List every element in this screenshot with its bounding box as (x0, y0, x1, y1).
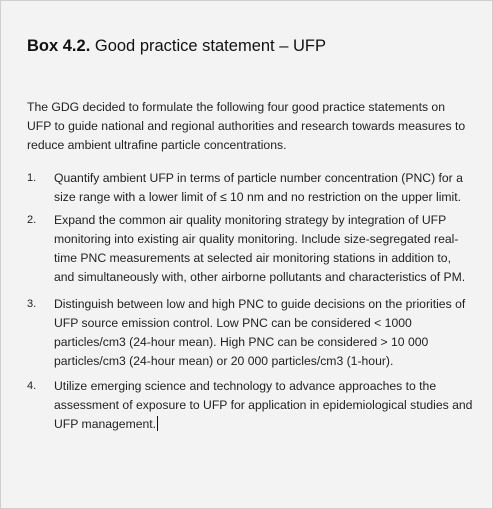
statement-text[interactable]: Distinguish between low and high PNC to guide decisions on the priorities of UFP source emission control. Low PNC can be considered < 1000 particles/cm3 (24-hour mean). High PNC can be considered > 10 000 particles/cm3 (24-hour mean) or 20 000 particles/cm3 (1-hour). (54, 297, 466, 368)
box-title-text: Good practice statement – UFP (90, 37, 326, 55)
statement-list (27, 169, 474, 440)
statement-item-4 (27, 377, 474, 434)
statement-text[interactable]: Expand the common air quality monitoring strategy by integration of UFP monitoring into existing air quality monitoring. Include size-segregated real-time PNC measurements at selected air monitoring stations in addition to, and simultaneously with, other airborne pollutants and characteristics of PM. (54, 213, 466, 284)
statement-item-3 (27, 295, 474, 371)
box-number: Box 4.2. (27, 37, 91, 55)
text-cursor (157, 416, 158, 431)
statement-marker: 3. (27, 298, 37, 310)
intro-paragraph[interactable]: The GDG decided to formulate the following four good practice statements on UFP to guide national and regional authorities and research towards measures to reduce ambient ultrafine particle concentrations. (27, 100, 466, 152)
statement-marker: 2. (27, 214, 37, 226)
statement-item-1 (27, 169, 474, 207)
statement-item-2 (27, 211, 474, 287)
statement-text[interactable]: Quantify ambient UFP in terms of particle number concentration (PNC) for a size range with a lower limit of ≤ 10 nm and no restriction on the upper limit. (54, 171, 463, 204)
statement-marker: 4. (27, 380, 37, 392)
statement-marker: 1. (27, 172, 37, 184)
box-title (27, 37, 326, 56)
statement-text[interactable]: Utilize emerging science and technology to advance approaches to the assessment of exposure to UFP for application in epidemiological studies and UFP management. (54, 379, 473, 431)
